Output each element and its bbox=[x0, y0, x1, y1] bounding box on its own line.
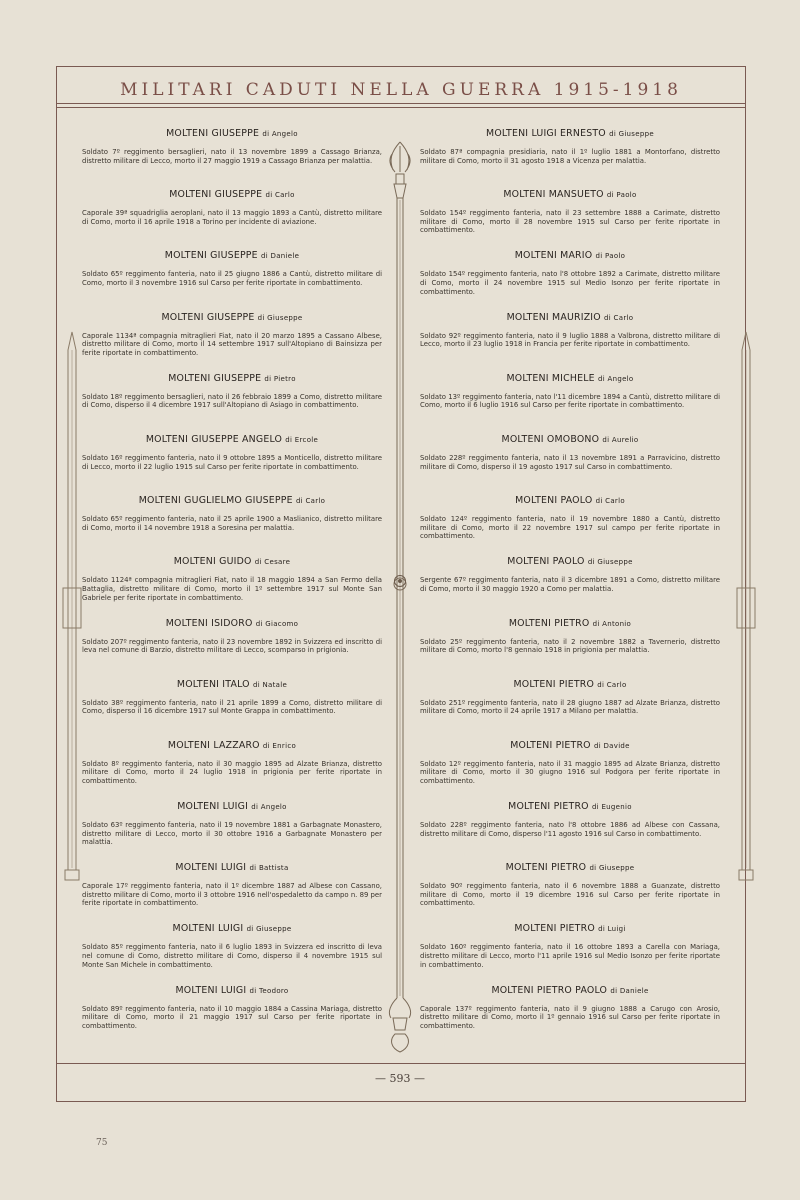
entry-text: Sergente 67º reggimento fanteria, nato il 3 dicembre 1891 a Como, distretto militare di Como, morto il 30 maggio 1920 a Como per malattia. bbox=[420, 576, 720, 593]
entry-patronymic: di Daniele bbox=[260, 252, 300, 261]
entry-text: Soldato 13º reggimento fanteria, nato l'11 dicembre 1894 a Cantù, distretto militare di Como, morto il 6 luglio 1916 sul Carso per ferite riportate in combattimento. bbox=[420, 392, 720, 410]
entry bbox=[420, 801, 720, 862]
entry-name: MOLTENI GIUSEPPE ANGELO bbox=[145, 433, 283, 445]
entry-text: Soldato 16º reggimento fanteria, nato il 9 ottobre 1895 a Monticello, distretto militare di Lecco, morto il 22 luglio 1915 sul Carso per ferite riportate in combattimento. bbox=[82, 453, 382, 471]
entry-patronymic: di Carlo bbox=[295, 497, 326, 506]
entry-name: MOLTENI LUIGI bbox=[175, 862, 247, 874]
entry-text: Soldato 18º reggimento bersaglieri, nato il 26 febbraio 1899 a Como, distretto militare di Como, disperso il 4 dicembre 1917 sull'Altopiano di Asiago in combattimento. bbox=[82, 392, 382, 410]
entry-text: Soldato 65º reggimento fanteria, nato il 25 aprile 1900 a Maslianico, distretto militare di Como, morto il 14 novembre 1918 a Soresina per malattia. bbox=[82, 515, 382, 532]
entry-name: MOLTENI LUIGI ERNESTO bbox=[486, 128, 606, 139]
entry-patronymic: di Angelo bbox=[251, 803, 287, 812]
entry-text: Soldato 228º reggimento fanteria, nato l'8 ottobre 1886 ad Albese con Cassana, distretto militare di Como, disperso l'11 agosto 1916 sul Carso in combattimento. bbox=[420, 821, 720, 838]
entry bbox=[82, 250, 382, 311]
entry-name: MOLTENI MICHELE bbox=[506, 372, 595, 384]
entry bbox=[82, 862, 382, 923]
sword-ornament-left bbox=[60, 330, 84, 890]
entry bbox=[82, 373, 382, 434]
entry-patronymic: di Angelo bbox=[262, 130, 298, 138]
rosette-ornament bbox=[393, 574, 407, 588]
entry-patronymic: di Cesare bbox=[254, 558, 291, 567]
torch-ornament bbox=[383, 138, 417, 1068]
entry-patronymic: di Paolo bbox=[595, 252, 626, 261]
entry bbox=[82, 618, 382, 679]
entry-patronymic: di Ercole bbox=[285, 435, 319, 444]
entry-text: Soldato 8º reggimento fanteria, nato il 30 maggio 1895 ad Alzate Brianza, distretto militare di Como, morto il 24 luglio 1918 in prigionia per ferite riportate in combattimento. bbox=[82, 759, 382, 786]
entry-name: MOLTENI LAZZARO bbox=[167, 739, 260, 751]
entry bbox=[420, 985, 720, 1046]
sword-ornament-right bbox=[734, 330, 758, 890]
entry bbox=[420, 128, 720, 189]
entry bbox=[420, 618, 720, 679]
entry bbox=[82, 740, 382, 801]
entry bbox=[420, 495, 720, 556]
entry-text: Soldato 87ª compagnia presidiaria, nato il 1º luglio 1881 a Montorfano, distretto militare di Como, morto il 31 agosto 1918 a Vicenza per malattia. bbox=[420, 148, 720, 165]
plate-number: 75 bbox=[96, 1138, 108, 1148]
entry-text: Soldato 38º reggimento fanteria, nato il 21 aprile 1899 a Como, distretto militare di Como, disperso il 16 dicembre 1917 sul Monte Grappa in combattimento. bbox=[82, 698, 382, 716]
entry-name: MOLTENI GIUSEPPE bbox=[168, 372, 262, 384]
entry-text: Soldato 85º reggimento fanteria, nato il 6 luglio 1893 in Svizzera ed inscritto di leva nel comune di Como, distretto militare di Como, disperso il 4 novembre 1915 sul Monte San Michele in combattimento. bbox=[82, 943, 382, 969]
entry-patronymic: di Carlo bbox=[595, 497, 625, 506]
entry bbox=[82, 434, 382, 495]
entry bbox=[82, 495, 382, 556]
entry bbox=[82, 556, 382, 617]
entry bbox=[420, 434, 720, 495]
entry bbox=[420, 312, 720, 373]
entry-name: MOLTENI PIETRO bbox=[508, 617, 590, 629]
entry-patronymic: di Carlo bbox=[597, 680, 627, 689]
entry-name: MOLTENI OMOBONO bbox=[501, 433, 600, 445]
entry-text: Soldato 12º reggimento fanteria, nato il 31 maggio 1895 ad Alzate Brianza, distretto militare di Como, morto il 30 giugno 1916 sul Podgora per ferite riportate in combattimento. bbox=[420, 759, 720, 786]
entry-name: MOLTENI PIETRO bbox=[505, 862, 587, 874]
entry-name: MOLTENI LUIGI bbox=[175, 984, 247, 996]
entry bbox=[82, 985, 382, 1046]
entry bbox=[420, 740, 720, 801]
entry-name: MOLTENI GIUSEPPE bbox=[169, 189, 263, 201]
entry-patronymic: di Carlo bbox=[604, 313, 634, 322]
entry-name: MOLTENI MARIO bbox=[514, 250, 593, 262]
entry-patronymic: di Giacomo bbox=[255, 619, 299, 628]
entry-name: MOLTENI PAOLO bbox=[507, 556, 585, 568]
entry-text: Soldato 160º reggimento fanteria, nato il 16 ottobre 1893 a Carella con Mariaga, distretto militare di Lecco, morto l'11 aprile 1916 sul Medio Isonzo per ferite riportate in combattimento. bbox=[420, 943, 720, 969]
entry-name: MOLTENI ITALO bbox=[176, 678, 250, 690]
entry bbox=[420, 923, 720, 984]
entry-name: MOLTENI GUIDO bbox=[173, 556, 252, 568]
entry-name: MOLTENI GIUSEPPE bbox=[161, 311, 255, 323]
entry-text: Soldato 65º reggimento fanteria, nato il 25 giugno 1886 a Cantù, distretto militare di Como, morto il 3 novembre 1916 sul Carso per ferite riportate in combattimento. bbox=[82, 270, 382, 287]
entry-text: Caporale 39ª squadriglia aeroplani, nato il 13 maggio 1893 a Cantù, distretto militare di Como, morto il 16 aprile 1918 a Torino per incidente di aviazione. bbox=[82, 209, 382, 226]
entry bbox=[420, 679, 720, 740]
entry bbox=[82, 923, 382, 984]
entry-patronymic: di Giuseppe bbox=[587, 558, 633, 567]
entry bbox=[420, 373, 720, 434]
entry-text: Soldato 207º reggimento fanteria, nato il 23 novembre 1892 in Svizzera ed inscritto di leva nel comune di Barzio, distretto militare di Lecco, scomparso in prigionia. bbox=[82, 637, 382, 655]
entry-patronymic: di Giuseppe bbox=[246, 925, 292, 934]
entry-patronymic: di Pietro bbox=[264, 374, 296, 383]
entry-text: Soldato 251º reggimento fanteria, nato il 28 giugno 1887 ad Alzate Brianza, distretto militare di Como, morto il 24 aprile 1917 a Milano per malattia. bbox=[420, 698, 720, 716]
entry-text: Soldato 124º reggimento fanteria, nato il 19 novembre 1880 a Cantù, distretto militare di Como, morto il 22 novembre 1917 sul campo per ferite riportate in combattimento. bbox=[420, 515, 720, 541]
entry bbox=[420, 862, 720, 923]
entry-patronymic: di Aurelio bbox=[602, 435, 639, 444]
entry-name: MOLTENI GIUSEPPE bbox=[166, 128, 260, 139]
entry-name: MOLTENI PAOLO bbox=[515, 495, 593, 507]
entry-patronymic: di Battista bbox=[249, 864, 289, 873]
entry-name: MOLTENI MAURIZIO bbox=[506, 311, 601, 323]
entry-patronymic: di Angelo bbox=[597, 374, 634, 383]
entry-text: Soldato 154º reggimento fanteria, nato l'8 ottobre 1892 a Carimate, distretto militare di Como, morto il 24 novembre 1915 sul Medio Isonzo per ferite riportate in combattimento. bbox=[420, 270, 720, 296]
entry bbox=[82, 128, 382, 189]
entry-text: Soldato 154º reggimento fanteria, nato il 23 settembre 1888 a Carimate, distretto militare di Como, morto il 28 novembre 1915 sul Carso per ferite riportate in combattimento. bbox=[420, 209, 720, 235]
entry bbox=[420, 556, 720, 617]
entry-name: MOLTENI LUIGI bbox=[177, 801, 249, 813]
entry-name: MOLTENI PIETRO bbox=[513, 678, 595, 690]
entry-text: Soldato 1124ª compagnia mitraglieri Fiat, nato il 18 maggio 1894 a San Fermo della Battaglia, distretto militare di Como, morto il 1º settembre 1917 sul Monte San Gabriele per ferite riportate in combattimento. bbox=[82, 576, 382, 602]
entry-text: Soldato 89º reggimento fanteria, nato il 10 maggio 1884 a Cassina Mariaga, distretto militare di Como, morto il 21 maggio 1917 sul Carso per ferite riportate in combattimento. bbox=[82, 1004, 382, 1030]
entry-name: MOLTENI MANSUETO bbox=[503, 189, 604, 201]
entry bbox=[82, 189, 382, 250]
entry-name: MOLTENI PIETRO bbox=[508, 801, 589, 813]
entry-patronymic: di Eugenio bbox=[591, 803, 632, 812]
entry bbox=[82, 801, 382, 862]
entry-text: Soldato 90º reggimento fanteria, nato il 6 novembre 1888 a Guanzate, distretto militare di Como, morto il 19 dicembre 1916 sul Carso per ferite riportate in combattimento. bbox=[420, 882, 720, 908]
entry-patronymic: di Giuseppe bbox=[257, 313, 303, 322]
entry-text: Caporale 137º reggimento fanteria, nato il 9 giugno 1888 a Carugo con Arosio, distretto militare di Como, morto il 1º gennaio 1916 sul Carso per ferite riportate in combattimento. bbox=[420, 1004, 720, 1030]
entry-patronymic: di Daniele bbox=[610, 986, 649, 995]
entry bbox=[420, 250, 720, 311]
entry-text: Caporale 1134ª compagnia mitraglieri Fiat, nato il 20 marzo 1895 a Cassano Albese, distretto militare di Como, morto il 14 settembre 1917 sull'Altopiano di Bainsizza per ferite riportate in combattimento. bbox=[82, 331, 382, 357]
entry-name: MOLTENI GUGLIELMO GIUSEPPE bbox=[138, 495, 293, 507]
entry bbox=[82, 679, 382, 740]
entry-text: Soldato 92º reggimento fanteria, nato il 9 luglio 1888 a Valbrona, distretto militare di Lecco, morto il 23 luglio 1918 in Francia per ferite riportate in combattimento. bbox=[420, 331, 720, 349]
entry-name: MOLTENI PIETRO bbox=[510, 739, 591, 751]
entry-text: Soldato 25º reggimento fanteria, nato il 2 novembre 1882 a Tavernerio, distretto militare di Como, morto l'8 gennaio 1918 in prigionia per malattia. bbox=[420, 637, 720, 655]
entry-name: MOLTENI PIETRO PAOLO bbox=[491, 984, 608, 996]
page-title: MILITARI CADUTI NELLA GUERRA 1915-1918 bbox=[120, 80, 682, 100]
header-rule-double bbox=[56, 107, 746, 108]
entry-text: Soldato 63º reggimento fanteria, nato il 19 novembre 1881 a Garbagnate Monastero, distretto militare di Lecco, morto il 30 ottobre 1916 a Garbagnate Monastero per malattia. bbox=[82, 821, 382, 847]
entry-patronymic: di Teodoro bbox=[249, 986, 289, 995]
entry-patronymic: di Enrico bbox=[262, 741, 297, 750]
entry-patronymic: di Giuseppe bbox=[589, 864, 635, 873]
entry-patronymic: di Antonio bbox=[592, 619, 632, 628]
entry-patronymic: di Paolo bbox=[606, 191, 637, 200]
entry-patronymic: di Davide bbox=[593, 741, 630, 750]
entry bbox=[82, 312, 382, 373]
entry-name: MOLTENI GIUSEPPE bbox=[164, 250, 258, 262]
entry-text: Caporale 17º reggimento fanteria, nato il 1º dicembre 1887 ad Albese con Cassano, distretto militare di Como, morto il 3 ottobre 1916 nell'ospedaletto da campo n. 89 per ferite riportate in combattimento. bbox=[82, 882, 382, 908]
entry-text: Soldato 228º reggimento fanteria, nato il 13 novembre 1891 a Parravicino, distretto militare di Como, disperso il 19 agosto 1917 sul Carso in combattimento. bbox=[420, 453, 720, 471]
page-number: — 593 — bbox=[375, 1072, 425, 1085]
entry-name: MOLTENI ISIDORO bbox=[165, 617, 253, 629]
entry-name: MOLTENI PIETRO bbox=[514, 923, 595, 935]
right-column bbox=[420, 128, 720, 1046]
entry-patronymic: di Carlo bbox=[265, 191, 295, 200]
entry bbox=[420, 189, 720, 250]
entry-text: Soldato 7º reggimento bersaglieri, nato il 13 novembre 1899 a Cassago Brianza, distretto militare di Lecco, morto il 27 maggio 1919 a Cassago Brianza per malattia. bbox=[82, 148, 382, 165]
header-rule bbox=[56, 103, 746, 104]
left-column bbox=[82, 128, 382, 1046]
entry-patronymic: di Giuseppe bbox=[609, 130, 654, 138]
entry-patronymic: di Natale bbox=[252, 680, 288, 689]
entry-patronymic: di Luigi bbox=[598, 925, 626, 934]
entry-name: MOLTENI LUIGI bbox=[172, 923, 244, 935]
